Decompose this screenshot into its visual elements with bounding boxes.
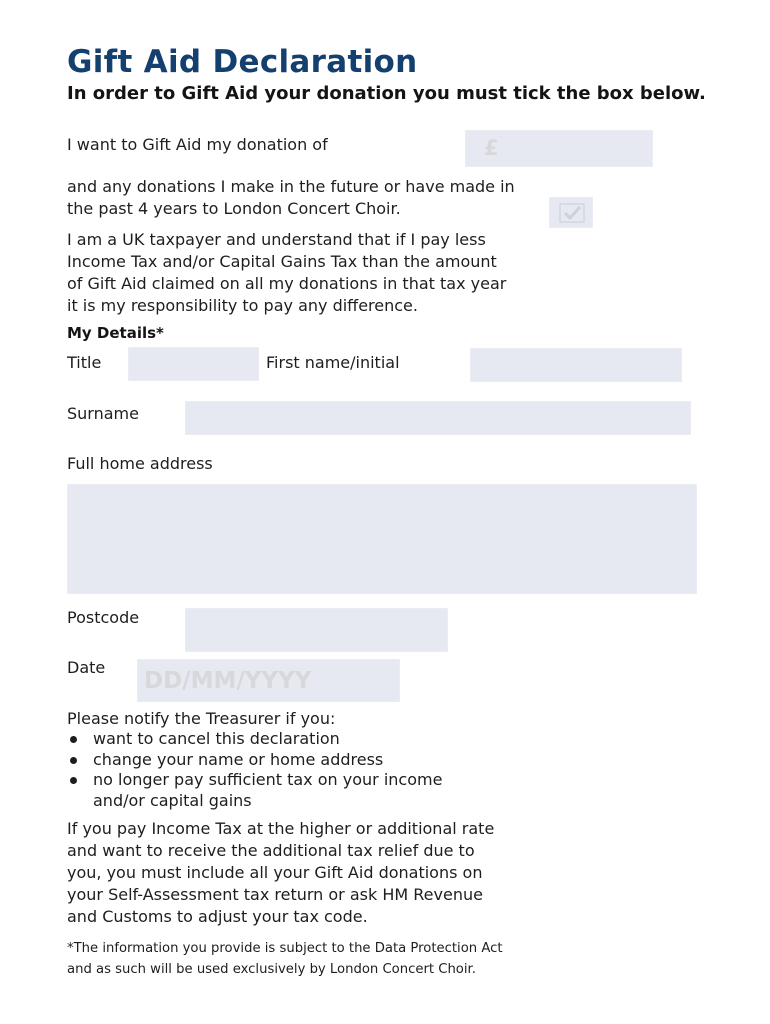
higher-rate-line: If you pay Income Tax at the higher or additional rate	[67, 819, 495, 838]
notify-list-item	[67, 729, 442, 750]
higher-rate-line: and want to receive the additional tax relief due to	[67, 841, 475, 860]
checkmark-icon	[559, 203, 585, 223]
title-label: Title	[67, 353, 102, 372]
donation-continuation-line-1: and any donations I make in the future or have made in	[67, 177, 515, 196]
postcode-field[interactable]	[185, 608, 448, 652]
footnote-line: *The information you provide is subject to the Data Protection Act	[67, 941, 503, 956]
postcode-label: Postcode	[67, 608, 140, 627]
notify-item-text: want to cancel this declaration	[93, 729, 340, 748]
declaration-line: it is my responsibility to pay any difference.	[67, 296, 418, 315]
notify-list	[67, 729, 442, 811]
donation-intro-text: I want to Gift Aid my donation of	[67, 135, 328, 154]
first-name-label: First name/initial	[266, 353, 400, 372]
declaration-line: of Gift Aid claimed on all my donations in that tax year	[67, 274, 507, 293]
bullet-icon	[70, 736, 77, 743]
surname-label: Surname	[67, 404, 139, 423]
higher-rate-line: your Self-Assessment tax return or ask HM Revenue	[67, 885, 483, 904]
my-details-heading: My Details*	[67, 324, 164, 342]
notify-intro: Please notify the Treasurer if you:	[67, 709, 336, 728]
address-label: Full home address	[67, 454, 213, 473]
declaration-line: Income Tax and/or Capital Gains Tax than the amount	[67, 252, 497, 271]
higher-rate-line: and Customs to adjust your tax code.	[67, 907, 368, 926]
page-title: Gift Aid Declaration	[67, 44, 418, 80]
footnote-line: and as such will be used exclusively by London Concert Choir.	[67, 962, 476, 977]
data-protection-footnote	[67, 938, 503, 980]
donation-continuation-line-2: the past 4 years to London Concert Choir.	[67, 199, 401, 218]
bullet-icon	[70, 757, 77, 764]
declaration-line: I am a UK taxpayer and understand that if I pay less	[67, 230, 486, 249]
pound-sign-placeholder: £	[484, 136, 499, 160]
notify-item-text: change your name or home address	[93, 749, 384, 769]
title-field[interactable]	[128, 347, 259, 381]
date-field[interactable]	[137, 659, 400, 702]
notify-item-text: no longer pay sufficient tax on your income	[93, 770, 443, 789]
notify-item-continuation-text: and/or capital gains	[93, 790, 252, 810]
first-name-field[interactable]	[470, 348, 682, 382]
notify-list-item	[67, 750, 442, 771]
surname-field[interactable]	[185, 401, 691, 435]
donation-amount-field[interactable]	[465, 130, 653, 167]
notify-list-item-continuation	[67, 791, 442, 812]
notify-list-item	[67, 770, 442, 791]
instruction-heading: In order to Gift Aid your donation you must tick the box below.	[67, 83, 706, 104]
date-placeholder: DD/MM/YYYY	[144, 668, 312, 694]
address-field[interactable]	[67, 484, 697, 594]
bullet-icon	[70, 777, 77, 784]
higher-rate-line: you, you must include all your Gift Aid donations on	[67, 863, 483, 882]
date-label: Date	[67, 658, 106, 677]
gift-aid-checkbox[interactable]	[549, 197, 593, 228]
